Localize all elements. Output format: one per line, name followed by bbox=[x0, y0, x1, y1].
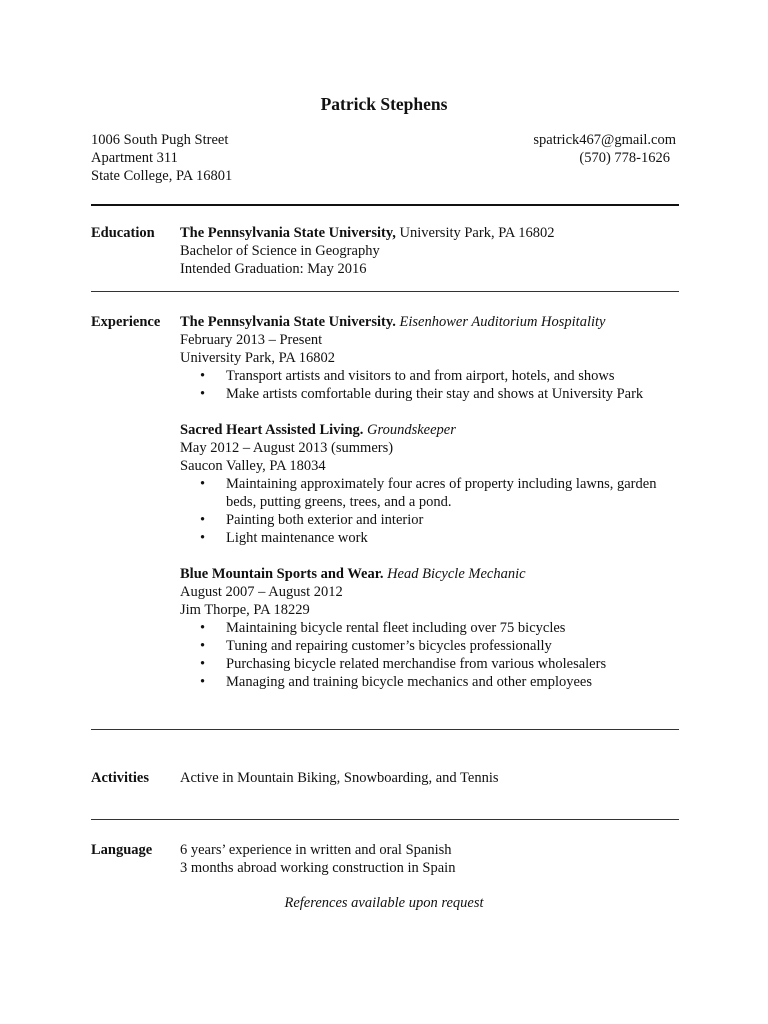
education-body bbox=[180, 224, 680, 278]
job-bullets bbox=[180, 367, 680, 403]
language-label: Language bbox=[91, 842, 153, 858]
job-bullet: • Managing and training bicycle mechanics and other employees bbox=[180, 673, 680, 691]
experience-label: Experience bbox=[91, 314, 161, 330]
job-bullet: • Maintaining bicycle rental fleet including over 75 bicycles bbox=[180, 619, 680, 637]
references-note: References available upon request bbox=[284, 895, 484, 911]
education-school-line bbox=[180, 224, 680, 242]
job-bullet: • Tuning and repairing customer’s bicycles professionally bbox=[180, 637, 680, 655]
job-dates: May 2012 – August 2013 (summers) bbox=[180, 440, 394, 456]
language-line: 6 years’ experience in written and oral Spanish bbox=[180, 842, 452, 858]
education-location: University Park, PA 16802 bbox=[395, 225, 555, 241]
job-employer: The Pennsylvania State University. bbox=[180, 314, 396, 330]
job-location: Jim Thorpe, PA 18229 bbox=[180, 602, 310, 618]
resume-name: Patrick Stephens bbox=[320, 94, 448, 114]
experience-body bbox=[180, 313, 680, 709]
phone: (570) 778-1626 bbox=[579, 150, 670, 166]
job-title: Groundskeeper bbox=[367, 422, 456, 438]
job-title: Eisenhower Auditorium Hospitality bbox=[399, 314, 606, 330]
job-title: Head Bicycle Mechanic bbox=[387, 566, 526, 582]
job-bullet: • Transport artists and visitors to and from airport, hotels, and shows bbox=[180, 367, 680, 385]
job-bullet: • Maintaining approximately four acres of property including lawns, garden beds, putting greens, trees, and a pond. bbox=[180, 475, 680, 511]
address-block bbox=[91, 131, 232, 185]
job-location: Saucon Valley, PA 18034 bbox=[180, 458, 326, 474]
job-dates: February 2013 – Present bbox=[180, 332, 323, 348]
language-line: 3 months abroad working construction in Spain bbox=[180, 860, 456, 876]
education-graduation: Intended Graduation: May 2016 bbox=[180, 261, 367, 277]
section-divider bbox=[91, 291, 679, 292]
job-bullets bbox=[180, 475, 680, 547]
job-employer: Blue Mountain Sports and Wear. bbox=[180, 566, 384, 582]
education-label: Education bbox=[91, 225, 155, 241]
address-line: State College, PA 16801 bbox=[91, 168, 233, 184]
language-body bbox=[180, 841, 680, 877]
activities-label: Activities bbox=[91, 770, 149, 786]
job-heading bbox=[180, 421, 680, 439]
job-bullet: • Purchasing bicycle related merchandise from various wholesalers bbox=[180, 655, 680, 673]
job-bullet: • Painting both exterior and interior bbox=[180, 511, 680, 529]
job-bullet: • Light maintenance work bbox=[180, 529, 680, 547]
section-divider bbox=[91, 819, 679, 820]
address-line: 1006 South Pugh Street bbox=[91, 132, 229, 148]
job-employer: Sacred Heart Assisted Living. bbox=[180, 422, 364, 438]
section-divider bbox=[91, 729, 679, 730]
job-heading bbox=[180, 565, 680, 583]
job-entry bbox=[180, 421, 680, 547]
email: spatrick467@gmail.com bbox=[533, 132, 676, 148]
job-location: University Park, PA 16802 bbox=[180, 350, 335, 366]
header-divider bbox=[91, 204, 679, 206]
activities-text: Active in Mountain Biking, Snowboarding, and Tennis bbox=[180, 770, 499, 786]
job-bullet: • Make artists comfortable during their stay and shows at University Park bbox=[180, 385, 680, 403]
job-bullets bbox=[180, 619, 680, 691]
contact-block bbox=[440, 131, 676, 167]
education-degree: Bachelor of Science in Geography bbox=[180, 243, 380, 259]
job-entry bbox=[180, 313, 680, 403]
education-school: The Pennsylvania State University, bbox=[180, 225, 396, 241]
job-dates: August 2007 – August 2012 bbox=[180, 584, 343, 600]
job-heading bbox=[180, 313, 680, 331]
address-line: Apartment 311 bbox=[91, 150, 178, 166]
job-entry bbox=[180, 565, 680, 691]
